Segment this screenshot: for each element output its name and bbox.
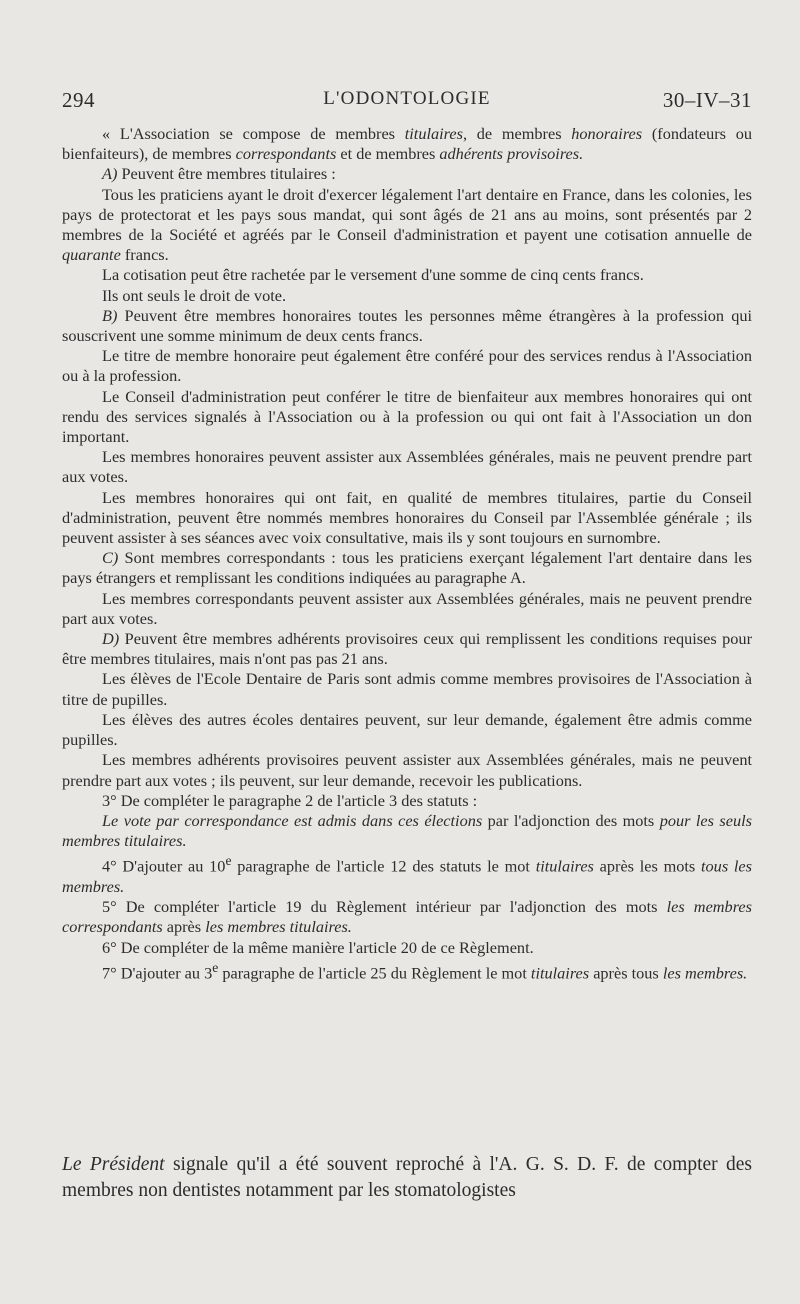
paragraph (62, 938, 752, 958)
paragraph (62, 811, 752, 851)
text-run: tous les membres. (62, 856, 752, 896)
paragraph (62, 124, 752, 164)
paragraph (62, 589, 752, 629)
text-run: La cotisation peut être rachetée par le versement d'une somme de cinq cents francs. (102, 265, 644, 285)
running-header (62, 88, 752, 114)
text-run: Le Président (62, 1154, 165, 1175)
text-run: 5° De compléter l'article 19 du Règlement intérieur par l'adjonction des mots (102, 897, 667, 917)
text-run: (fondateurs ou bienfaiteurs), de membres (62, 124, 753, 164)
paragraph (62, 851, 752, 897)
text-run: Les élèves des autres écoles dentaires peuvent, sur leur demande, également être admis comme pupilles. (62, 709, 752, 750)
text-run: , de membres (462, 124, 572, 143)
paragraph (62, 164, 752, 184)
issue-date: 30–IV–31 (662, 88, 752, 112)
text-run: Ils ont seuls le droit de vote. (102, 285, 287, 305)
paragraph (62, 669, 752, 709)
text-run: après les mots (593, 856, 702, 876)
text-run: titulaires (530, 963, 590, 983)
text-run: adhérents provisoires. (439, 144, 584, 164)
text-run: e (225, 853, 232, 869)
text-run: titulaires (404, 124, 463, 143)
text-run: paragraphe de l'article 25 du Règlement le mot (218, 963, 531, 983)
text-run: 6° De compléter de la même manière l'article 20 de ce Règlement. (102, 937, 534, 957)
text-run: e (212, 959, 219, 975)
text-run: francs. (120, 245, 169, 265)
text-run: titulaires (535, 856, 594, 876)
paragraph (62, 265, 752, 285)
text-run: Le vote par correspondance est admis dans ces élections (102, 810, 483, 830)
paragraph (62, 629, 752, 669)
text-run: Peuvent être membres honoraires toutes les personnes même étrangères à la profession qui souscrivent une somme minimum de deux cents francs. (62, 305, 752, 346)
text-run: Les membres honoraires peuvent assister aux Assemblées générales, mais ne peuvent prendre part aux votes. (62, 447, 752, 487)
paragraph (62, 387, 752, 448)
paragraph (62, 346, 752, 386)
paragraph (62, 710, 752, 750)
paragraph (62, 185, 752, 266)
text-run: Le Conseil d'administration peut conférer le titre de bienfaiteur aux membres honoraires qui ont rendu des services signalés à l'Association ou à la profession ou qui ont fait à l'Association un don important. (62, 386, 752, 447)
text-run: Les élèves de l'Ecole Dentaire de Paris sont admis comme membres provisoires de l'Association à titre de pupilles. (62, 669, 752, 709)
text-run: par l'adjonction des mots (482, 810, 660, 830)
text-run: et de membres (336, 144, 440, 164)
text-run: Peuvent être membres adhérents provisoires ceux qui remplissent les conditions requises pour être membres titulaires, mais n'ont pas pas 21 ans. (62, 629, 752, 669)
text-run: B) (102, 305, 118, 325)
paragraph (62, 447, 752, 487)
paragraph (62, 958, 752, 984)
text-run: Les membres honoraires qui ont fait, en qualité de membres titulaires, partie du Conseil d'administration, peuvent être nommés membres honoraires du Conseil par l'Assemblée générale ; ils peuvent assister à ses séances avec voix consultative, mais ils y sont toujours en surnombre. (62, 487, 752, 548)
article-body (62, 124, 752, 983)
text-run: signale qu'il a été souvent reproché à l'A. G. S. D. F. de compter des membres non dentistes notamment par les stomatologistes (62, 1154, 752, 1201)
text-run: les membres correspondants (62, 897, 752, 937)
paragraph (62, 286, 752, 306)
text-run: C) (102, 548, 119, 568)
text-run: 7° D'ajouter au 3 (102, 963, 213, 983)
text-run: quarante (62, 245, 121, 265)
paragraph (62, 548, 752, 588)
text-run: Tous les praticiens ayant le droit d'exercer légalement l'art dentaire en France, dans les colonies, les pays de protectorat et les pays sous mandat, qui sont âgés de 21 ans au moins, sont présentés par 2 membres de la Société et agréés par le Conseil d'administration et payent une cotisation annuelle de (62, 184, 752, 245)
text-run: A) (102, 164, 118, 184)
text-run: 4° D'ajouter au 10 (102, 856, 226, 876)
text-run: Le titre de membre honoraire peut également être conféré pour des services rendus à l'Association ou à la profession. (62, 346, 752, 386)
text-run: après tous (589, 963, 663, 983)
paragraph (62, 791, 752, 811)
page-number: 294 (62, 88, 95, 112)
paragraph (62, 750, 752, 790)
text-run: les membres titulaires. (205, 917, 352, 937)
text-run: paragraphe de l'article 12 des statuts le mot (231, 856, 536, 876)
text-run: D) (102, 629, 120, 649)
text-run: correspondants (235, 144, 337, 164)
paragraph (62, 1152, 752, 1204)
paragraph (62, 897, 752, 937)
paragraph (62, 488, 752, 549)
text-run: Les membres correspondants peuvent assister aux Assemblées générales, mais ne peuvent prendre part aux votes. (62, 588, 752, 628)
text-run: 3° De compléter le paragraphe 2 de l'article 3 des statuts : (102, 790, 478, 810)
closing-paragraph (62, 1152, 752, 1204)
text-run: les membres. (662, 963, 748, 983)
text-run: Les membres adhérents provisoires peuvent assister aux Assemblées générales, mais ne peuvent prendre part aux votes ; ils peuvent, sur leur demande, recevoir les publications. (62, 750, 752, 790)
text-run: pour les seuls membres titulaires. (62, 810, 752, 851)
text-run: après (162, 917, 206, 937)
text-run: Sont membres correspondants : tous les praticiens exerçant légalement l'art dentaire dans les pays étrangers et remplissant les conditions indiquées au paragraphe A. (62, 548, 752, 588)
paragraph (62, 306, 752, 346)
text-run: « L'Association se compose de membres (102, 124, 405, 143)
text-run: honoraires (571, 124, 643, 143)
journal-title: L'ODONTOLOGIE (323, 88, 491, 109)
text-run: Peuvent être membres titulaires : (117, 164, 336, 184)
